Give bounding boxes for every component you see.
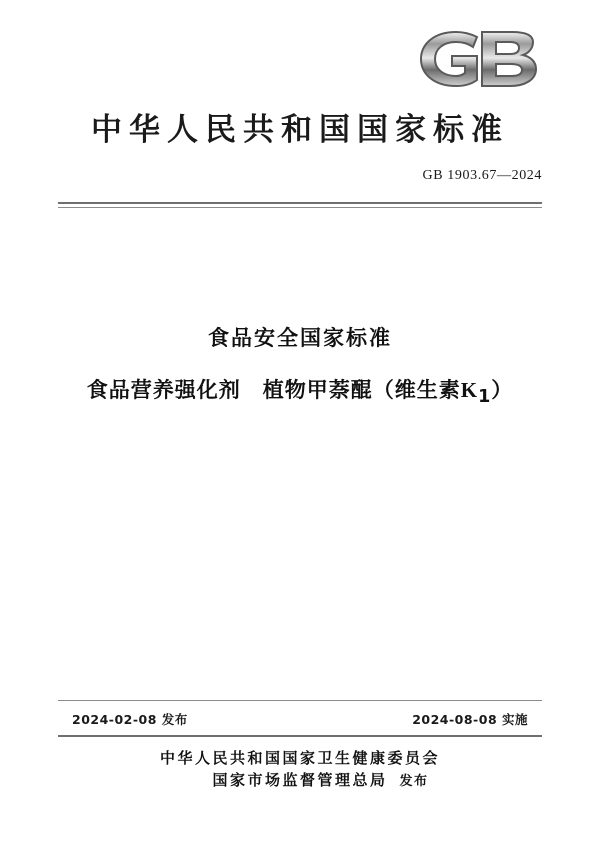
document-title-line2-main: 食品营养强化剂 植物甲萘醌 xyxy=(86,378,373,402)
issuer-line-2-wrap xyxy=(212,770,429,792)
document-title xyxy=(58,322,542,407)
gb-logo xyxy=(416,26,542,92)
gb-national-standard-logo-icon xyxy=(416,26,542,92)
document-title-paren-close: ） xyxy=(491,378,514,402)
header-rule-thick xyxy=(58,202,542,204)
standard-number: GB 1903.67—2024 xyxy=(422,168,542,183)
document-title-line2 xyxy=(58,374,542,407)
issuer-line-1: 中华人民共和国国家卫生健康委员会 xyxy=(159,749,440,767)
effective-date: 2024-08-08 实施 xyxy=(412,712,528,727)
issue-date: 2024-02-08 发布 xyxy=(72,712,188,727)
issuer-line-2-row xyxy=(58,770,542,792)
issuing-agencies xyxy=(58,748,542,792)
publish-word: 发布 xyxy=(399,773,429,789)
footer-rule-thick xyxy=(58,735,542,737)
national-standard-title: 中华人民共和国国家标准 xyxy=(91,112,509,148)
header-rule-thin xyxy=(58,207,542,208)
vitamin-k-subscript: 1 xyxy=(478,387,492,408)
issuer-line-2: 国家市场监督管理总局 xyxy=(212,770,388,789)
document-title-paren-open: （维生素 xyxy=(372,378,461,402)
vitamin-k-symbol: K xyxy=(460,378,479,402)
document-title-line1: 食品安全国家标准 xyxy=(208,326,392,350)
footer-rule-thin xyxy=(58,700,542,701)
